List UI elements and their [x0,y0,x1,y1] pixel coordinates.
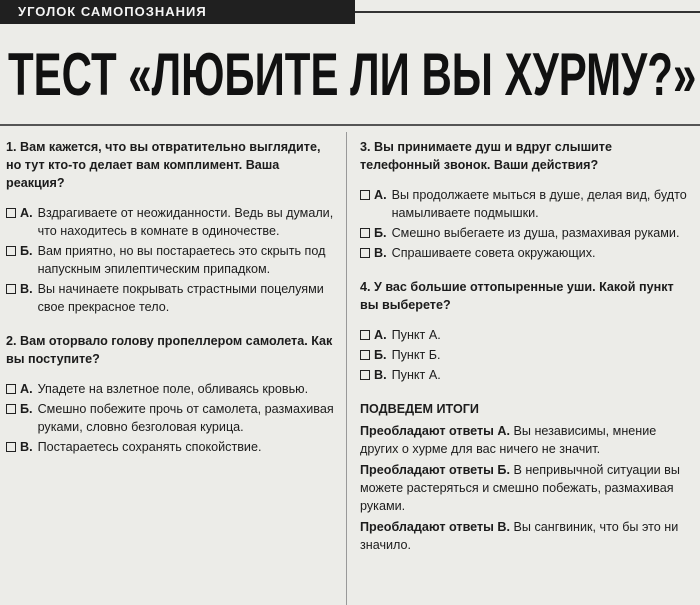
checkbox-icon[interactable] [6,208,16,218]
answer-text: Пункт Б. [391,348,441,362]
answer-list [6,204,336,316]
checkbox-icon[interactable] [360,370,370,380]
checkbox-icon[interactable] [360,330,370,340]
question-text: 2. Вам оторвало голову пропеллером самолета. Как вы поступите? [6,334,333,366]
checkbox-icon[interactable] [6,442,16,452]
answer-text: Постараетесь сохранять спокойствие. [37,440,262,454]
answer-list [6,380,336,456]
question-1 [6,138,336,316]
result-item [360,422,690,458]
question-text: 3. Вы принимаете душ и вдруг слышите телефонный звонок. Ваши действия? [360,140,612,172]
question-text: 4. У вас большие оттопыренные уши. Какой пункт вы выберете? [360,280,674,312]
result-label: Преобладают ответы А. [360,424,510,438]
answer-option[interactable] [6,400,336,436]
answer-letter: В. [20,440,33,454]
answer-option[interactable] [360,186,690,222]
answer-option[interactable] [360,326,690,344]
result-label: Преобладают ответы Б. [360,463,510,477]
question-4 [360,278,690,384]
answer-option[interactable] [6,380,336,398]
result-label: Преобладают ответы В. [360,520,510,534]
checkbox-icon[interactable] [360,350,370,360]
answer-text: Вы начинаете покрывать страстными поцелуями свое прекрасное тело. [37,282,324,314]
summary-section [360,400,690,554]
answer-option[interactable] [360,366,690,384]
answer-list [360,186,690,262]
checkbox-icon[interactable] [360,190,370,200]
question-text: 1. Вам кажется, что вы отвратительно выглядите, но тут кто-то делает вам комплимент. Ваша реакция? [6,140,321,190]
answer-option[interactable] [360,244,690,262]
checkbox-icon[interactable] [6,284,16,294]
answer-text: Спрашиваете совета окружающих. [391,246,596,260]
rubric-rule [355,11,700,13]
answer-text: Смешно побежите прочь от самолета, размахивая руками, словно безголовая курица. [37,402,334,434]
answer-letter: Б. [20,244,33,258]
answer-list [360,326,690,384]
summary-title: ПОДВЕДЕМ ИТОГИ [360,402,479,416]
column-divider [346,132,347,605]
answer-letter: Б. [374,226,387,240]
answer-letter: В. [374,246,387,260]
answer-letter: Б. [374,348,387,362]
left-column [6,138,336,472]
checkbox-icon[interactable] [6,246,16,256]
answer-text: Смешно выбегаете из душа, размахивая руками. [391,226,680,240]
result-text: Вы сангвиник, что бы это ни значило. [360,520,679,552]
answer-text: Упадете на взлетное поле, обливаясь кровью. [37,382,309,396]
answer-letter: В. [374,368,387,382]
answer-text: Пункт А. [391,368,441,382]
answer-option[interactable] [360,346,690,364]
checkbox-icon[interactable] [6,404,16,414]
answer-letter: А. [20,382,33,396]
result-item [360,518,690,554]
question-2 [6,332,336,456]
checkbox-icon[interactable] [360,228,370,238]
answer-letter: А. [374,328,387,342]
answer-letter: В. [20,282,33,296]
result-text: В непривычной ситуации вы можете растеряться и смешно побежать, размахивая руками. [360,463,680,513]
question-3 [360,138,690,262]
answer-option[interactable] [6,242,336,278]
checkbox-icon[interactable] [6,384,16,394]
section-rubric: УГОЛОК САМОПОЗНАНИЯ [0,0,355,24]
answer-option[interactable] [6,204,336,240]
answer-option[interactable] [360,224,690,242]
checkbox-icon[interactable] [360,248,370,258]
page-title: ТЕСТ «ЛЮБИТЕ ЛИ ВЫ ХУРМУ?» [8,41,697,108]
answer-text: Вам приятно, но вы постараетесь это скрыть под напускным эпилептическим припадком. [37,244,326,276]
title-divider [0,124,700,126]
answer-text: Вы продолжаете мыться в душе, делая вид, будто намыливаете подмышки. [391,188,687,220]
answer-text: Вздрагиваете от неожиданности. Ведь вы думали, что находитесь в комнате в одиночестве. [37,206,334,238]
answer-letter: А. [374,188,387,202]
result-text: Вы независимы, мнение других о хурме для вас ничего не значит. [360,424,657,456]
right-column [360,138,690,557]
answer-option[interactable] [6,280,336,316]
answer-option[interactable] [6,438,336,456]
answer-letter: А. [20,206,33,220]
answer-text: Пункт А. [391,328,441,342]
result-item [360,461,690,515]
answer-letter: Б. [20,402,33,416]
